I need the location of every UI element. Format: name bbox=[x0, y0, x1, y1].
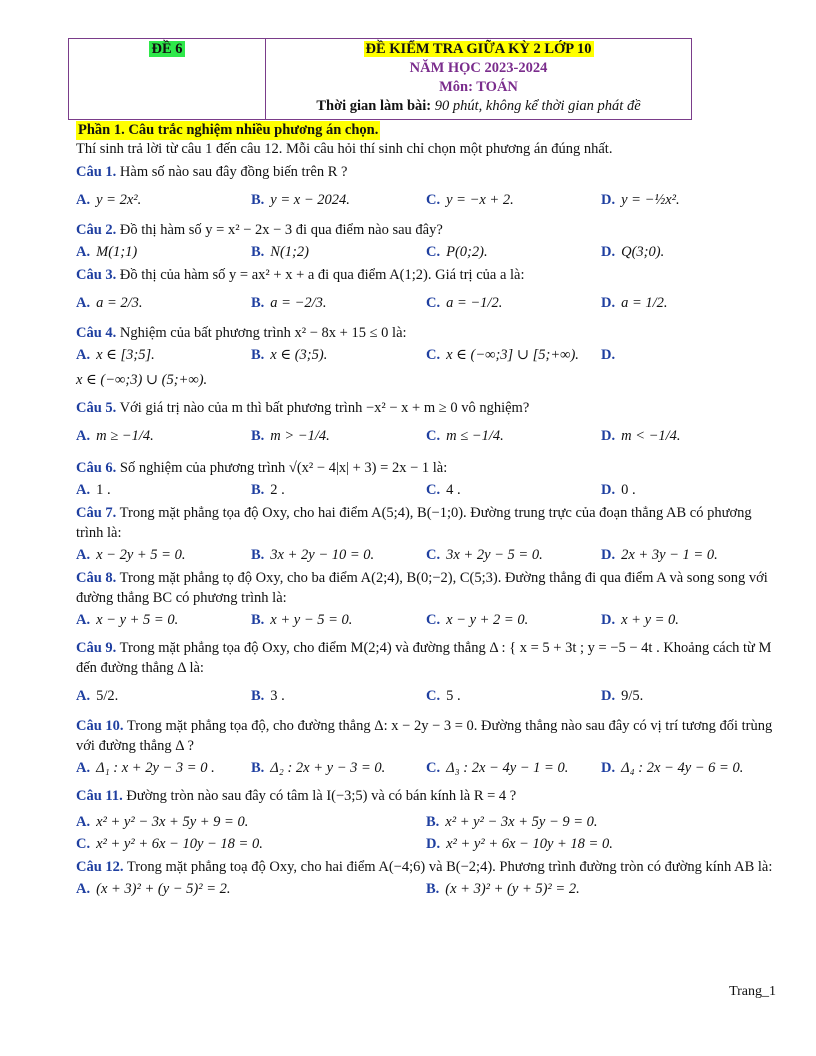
option-c[interactable]: C. Δ₃ : 2x − 4y − 1 = 0. bbox=[426, 760, 569, 776]
question-7 bbox=[76, 503, 776, 543]
options-8 bbox=[76, 610, 776, 630]
question-text: Hàm số nào sau đây đồng biến trên R ? bbox=[119, 164, 348, 180]
question-text: Đồ thị hàm số y = x² − 2x − 3 đi qua điểm nào sau đây? bbox=[119, 222, 443, 238]
option-b[interactable]: B. y = x − 2024. bbox=[251, 192, 350, 208]
part1-title: Phần 1. Câu trắc nghiệm nhiều phương án chọn. bbox=[78, 122, 379, 138]
option-b[interactable]: B. N(1;2) bbox=[251, 244, 309, 260]
options-6 bbox=[76, 480, 776, 500]
time-value: 90 phút, không kể thời gian phát đề bbox=[434, 98, 641, 114]
question-12 bbox=[76, 857, 776, 877]
options-10 bbox=[76, 758, 776, 778]
school-year: NĂM HỌC 2023-2024 bbox=[409, 60, 548, 76]
option-a[interactable]: A. x ∈ [3;5]. bbox=[76, 347, 155, 363]
option-d[interactable]: D. 2x + 3y − 1 = 0. bbox=[601, 547, 718, 563]
question-5 bbox=[76, 398, 776, 418]
option-c[interactable]: C. 5 . bbox=[426, 688, 461, 704]
option-c[interactable]: C. x ∈ (−∞;3] ∪ [5;+∞). bbox=[426, 347, 579, 363]
question-number: Câu 11. bbox=[76, 788, 123, 804]
options-2 bbox=[76, 242, 776, 262]
question-text: Đường tròn nào sau đây có tâm là I(−3;5) và có bán kính là R = 4 ? bbox=[126, 788, 517, 804]
option-c[interactable]: C. 3x + 2y − 5 = 0. bbox=[426, 547, 543, 563]
options-11-row2 bbox=[76, 834, 776, 854]
option-a[interactable]: A. x − y + 5 = 0. bbox=[76, 612, 179, 628]
question-3 bbox=[76, 265, 776, 285]
question-text: Với giá trị nào của m thì bất phương trình −x² − x + m ≥ 0 vô nghiệm? bbox=[119, 400, 530, 416]
option-a[interactable]: A. x² + y² − 3x + 5y + 9 = 0. bbox=[76, 814, 249, 830]
question-text: Trong mặt phẳng tọa độ Oxy, cho điểm M(2;4) và đường thẳng Δ : { x = 5 + 3t ; y = −5 − 4t . Khoảng cách từ M đến đường thẳng Δ là: bbox=[76, 640, 772, 676]
question-11 bbox=[76, 786, 776, 806]
question-text: Trong mặt phẳng tọa độ Oxy, cho hai điểm A(5;4), B(−1;0). Đường trung trực của đoạn thẳng AB có phương trình là: bbox=[76, 505, 752, 541]
option-c[interactable]: C. a = −1/2. bbox=[426, 295, 503, 311]
option-a[interactable]: A. M(1;1) bbox=[76, 244, 138, 260]
question-text: Số nghiệm của phương trình √(x² − 4|x| + 3) = 2x − 1 là: bbox=[119, 460, 448, 476]
header-title-cell bbox=[266, 39, 691, 119]
exam-content bbox=[76, 121, 776, 899]
option-d[interactable]: D. x + y = 0. bbox=[601, 612, 679, 628]
question-number: Câu 12. bbox=[76, 859, 124, 875]
question-text: Đồ thị của hàm số y = ax² + x + a đi qua điểm A(1;2). Giá trị của a là: bbox=[119, 267, 525, 283]
option-b[interactable]: B. m > −1/4. bbox=[251, 428, 330, 444]
exam-code: ĐỀ 6 bbox=[151, 41, 183, 57]
question-number: Câu 9. bbox=[76, 640, 117, 656]
question-text: Trong mặt phẳng tọ độ Oxy, cho ba điểm A(2;4), B(0;−2), C(5;3). Đường thẳng đi qua điểm A và song song với đường thẳng BC có phương trình là: bbox=[76, 570, 768, 606]
option-d[interactable]: D. 0 . bbox=[601, 482, 636, 498]
question-1 bbox=[76, 162, 776, 182]
option-c[interactable]: C. P(0;2). bbox=[426, 244, 488, 260]
question-9 bbox=[76, 638, 776, 678]
options-4 bbox=[76, 345, 776, 365]
question-4 bbox=[76, 323, 776, 343]
question-text: Trong mặt phẳng tọa độ, cho đường thẳng Δ: x − 2y − 3 = 0. Đường thẳng nào sau đây có vị trí tương đối trùng với đường thẳng Δ ? bbox=[76, 718, 773, 754]
option-d[interactable]: D. m < −1/4. bbox=[601, 428, 681, 444]
question-number: Câu 1. bbox=[76, 164, 117, 180]
question-8 bbox=[76, 568, 776, 608]
option-d[interactable]: D. Δ₄ : 2x − 4y − 6 = 0. bbox=[601, 760, 744, 776]
question-text: Trong mặt phẳng toạ độ Oxy, cho hai điểm A(−4;6) và B(−2;4). Phương trình đường tròn có đường kính AB là: bbox=[126, 859, 773, 875]
option-c[interactable]: C. y = −x + 2. bbox=[426, 192, 514, 208]
option-d-continued: x ∈ (−∞;3) ∪ (5;+∞). bbox=[76, 372, 208, 388]
options-5 bbox=[76, 426, 776, 446]
question-10 bbox=[76, 716, 776, 756]
subject: Môn: TOÁN bbox=[439, 79, 518, 95]
option-d[interactable]: D. y = −½x². bbox=[601, 192, 680, 208]
option-d[interactable]: D. a = 1/2. bbox=[601, 295, 668, 311]
option-c[interactable]: C. x − y + 2 = 0. bbox=[426, 612, 529, 628]
option-c[interactable]: C. x² + y² + 6x − 10y − 18 = 0. bbox=[76, 836, 263, 852]
option-a[interactable]: A. a = 2/3. bbox=[76, 295, 143, 311]
option-b[interactable]: B. 3x + 2y − 10 = 0. bbox=[251, 547, 375, 563]
option-b[interactable]: B. x ∈ (3;5). bbox=[251, 347, 328, 363]
options-11-row1 bbox=[76, 812, 776, 832]
option-d[interactable]: D. Q(3;0). bbox=[601, 244, 665, 260]
question-6 bbox=[76, 458, 776, 478]
exam-header bbox=[68, 38, 692, 120]
question-number: Câu 6. bbox=[76, 460, 117, 476]
option-b[interactable]: B. 3 . bbox=[251, 688, 285, 704]
question-2 bbox=[76, 220, 776, 240]
option-d[interactable]: D. 9/5. bbox=[601, 688, 644, 704]
option-b[interactable]: B. Δ₂ : 2x + y − 3 = 0. bbox=[251, 760, 386, 776]
option-b[interactable]: B. x² + y² − 3x + 5y − 9 = 0. bbox=[426, 814, 598, 830]
question-number: Câu 2. bbox=[76, 222, 117, 238]
option-a[interactable]: A. (x + 3)² + (y − 5)² = 2. bbox=[76, 881, 231, 897]
option-a[interactable]: A. 5/2. bbox=[76, 688, 119, 704]
option-c[interactable]: C. 4 . bbox=[426, 482, 461, 498]
question-text: Nghiệm của bất phương trình x² − 8x + 15 ≤ 0 là: bbox=[119, 325, 407, 341]
option-c[interactable]: C. m ≤ −1/4. bbox=[426, 428, 504, 444]
question-number: Câu 8. bbox=[76, 570, 117, 586]
option-d[interactable]: D. x² + y² + 6x − 10y + 18 = 0. bbox=[426, 836, 613, 852]
exam-title: ĐỀ KIỂM TRA GIỮA KỲ 2 LỚP 10 bbox=[365, 41, 592, 57]
question-number: Câu 3. bbox=[76, 267, 117, 283]
options-7 bbox=[76, 545, 776, 565]
option-d[interactable]: D. bbox=[601, 347, 616, 363]
question-number: Câu 5. bbox=[76, 400, 117, 416]
option-a[interactable]: A. y = 2x². bbox=[76, 192, 142, 208]
option-a[interactable]: A. x − 2y + 5 = 0. bbox=[76, 547, 186, 563]
option-b[interactable]: B. (x + 3)² + (y + 5)² = 2. bbox=[426, 881, 580, 897]
page-number: Trang_1 bbox=[729, 984, 776, 999]
question-number: Câu 7. bbox=[76, 505, 117, 521]
option-a[interactable]: A. 1 . bbox=[76, 482, 111, 498]
time-label: Thời gian làm bài: bbox=[316, 98, 432, 114]
option-a[interactable]: A. Δ₁ : x + 2y − 3 = 0 . bbox=[76, 760, 215, 776]
options-3 bbox=[76, 293, 776, 313]
option-b[interactable]: B. 2 . bbox=[251, 482, 285, 498]
header-code-cell bbox=[69, 39, 266, 119]
options-12 bbox=[76, 879, 776, 899]
question-number: Câu 4. bbox=[76, 325, 117, 341]
options-1 bbox=[76, 190, 776, 210]
option-b[interactable]: B. x + y − 5 = 0. bbox=[251, 612, 353, 628]
options-9 bbox=[76, 686, 776, 706]
question-number: Câu 10. bbox=[76, 718, 124, 734]
option-a[interactable]: A. m ≥ −1/4. bbox=[76, 428, 154, 444]
option-b[interactable]: B. a = −2/3. bbox=[251, 295, 327, 311]
part1-instruction: Thí sinh trả lời từ câu 1 đến câu 12. Mỗi câu hỏi thí sinh chỉ chọn một phương án đúng nhất. bbox=[76, 141, 613, 157]
